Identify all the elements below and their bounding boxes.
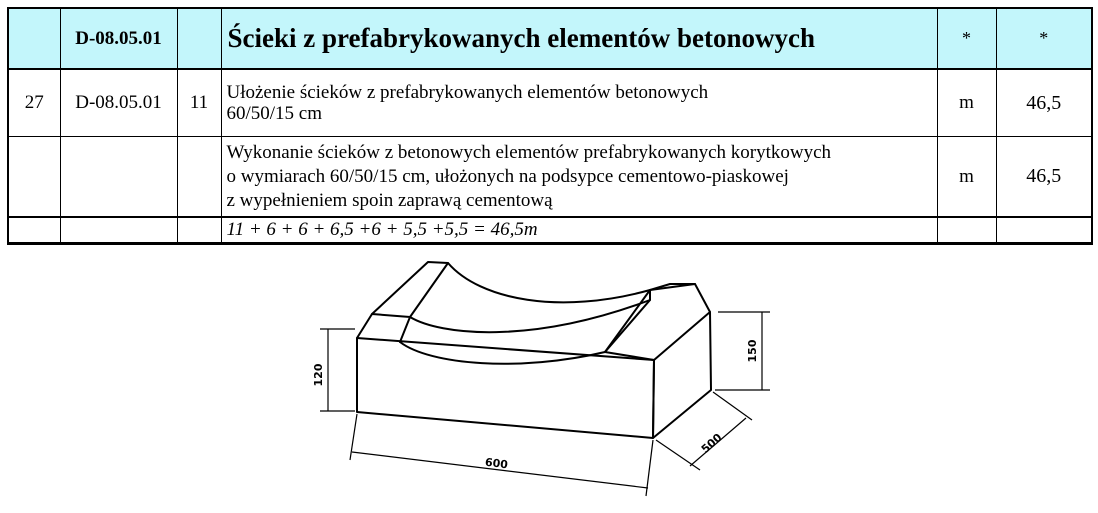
table-row bbox=[8, 217, 1092, 244]
right-side-face bbox=[653, 312, 711, 438]
specification-table bbox=[7, 7, 1093, 245]
empty-cell bbox=[937, 217, 996, 244]
right-top-edge bbox=[605, 290, 650, 352]
table-row bbox=[8, 69, 1092, 137]
right-back-edge bbox=[650, 284, 695, 290]
row-number-cell bbox=[8, 137, 60, 218]
dimension-600-label: 600 bbox=[484, 455, 509, 472]
row-position-cell: 11 bbox=[177, 69, 221, 137]
table-header-row bbox=[8, 8, 1092, 69]
gutter-outline bbox=[357, 262, 711, 438]
row-code-cell bbox=[60, 137, 177, 218]
header-code-cell: D-08.05.01 bbox=[60, 8, 177, 69]
header-quantity-cell: * bbox=[996, 8, 1092, 69]
front-face bbox=[357, 338, 654, 438]
header-number-cell bbox=[8, 8, 60, 69]
row-quantity-cell: 46,5 bbox=[996, 137, 1092, 218]
empty-cell bbox=[177, 217, 221, 244]
right-top-face bbox=[605, 284, 710, 360]
table-row bbox=[8, 137, 1092, 218]
empty-cell bbox=[8, 217, 60, 244]
row-number-cell: 27 bbox=[8, 69, 60, 137]
description-line: Wykonanie ścieków z betonowych elementów prefabrykowanych korytkowych bbox=[226, 141, 832, 163]
description-line: 60/50/15 cm bbox=[226, 103, 323, 124]
left-top-face bbox=[357, 314, 410, 342]
dimension-150-label: 150 bbox=[746, 339, 759, 363]
rear-trough-curve bbox=[448, 263, 650, 302]
header-title-cell: Ścieki z prefabrykowanych elementów betonowych bbox=[221, 8, 937, 69]
header-unit-cell: * bbox=[937, 8, 996, 69]
back-trough-curve bbox=[410, 300, 650, 332]
row-code-cell: D-08.05.01 bbox=[60, 69, 177, 137]
description-line: o wymiarach 60/50/15 cm, ułożonych na podsypce cementowo-piaskowej bbox=[226, 165, 789, 187]
dimension-500-label: 500 bbox=[698, 430, 725, 456]
front-trough-curve bbox=[400, 342, 605, 364]
dimension-lines bbox=[320, 312, 770, 496]
description-line: z wypełnieniem spoin zaprawą cementową bbox=[226, 189, 553, 211]
empty-cell bbox=[996, 217, 1092, 244]
row-description-cell bbox=[221, 69, 937, 137]
row-quantity-cell: 46,5 bbox=[996, 69, 1092, 137]
dimension-120-label: 120 bbox=[312, 363, 325, 387]
empty-cell bbox=[60, 217, 177, 244]
left-top-back bbox=[372, 262, 448, 317]
row-unit-cell: m bbox=[937, 137, 996, 218]
row-description-cell bbox=[221, 137, 937, 218]
calculation-cell: 11 + 6 + 6 + 6,5 +6 + 5,5 +5,5 = 46,5m bbox=[221, 217, 937, 244]
description-line: Ułożenie ścieków z prefabrykowanych elementów betonowych bbox=[226, 82, 709, 103]
header-position-cell bbox=[177, 8, 221, 69]
row-unit-cell: m bbox=[937, 69, 996, 137]
row-position-cell bbox=[177, 137, 221, 218]
